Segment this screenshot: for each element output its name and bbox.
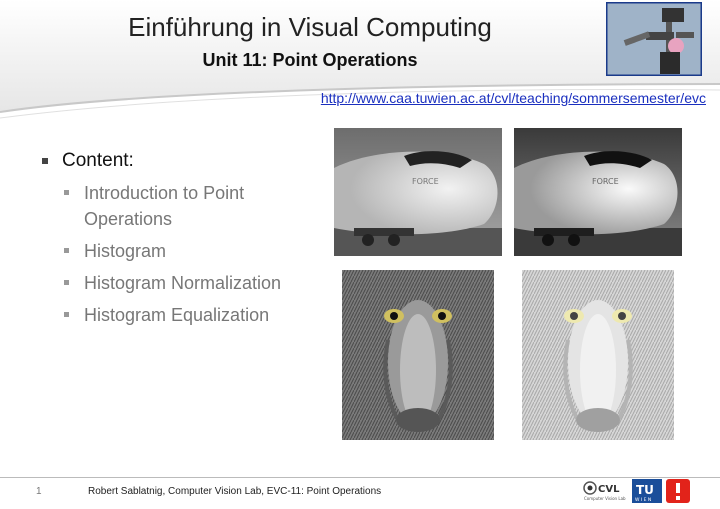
baboon-photo-processed: [522, 270, 674, 440]
tu-wien-logo: [632, 479, 692, 503]
course-link[interactable]: http://www.caa.tuwien.ac.at/cvl/teaching/sommersemester/evc: [320, 90, 706, 106]
list-item: [40, 238, 330, 264]
bullet-icon: [64, 248, 69, 253]
bullet-icon: [64, 312, 69, 317]
slide-title: Einführung in Visual Computing: [128, 12, 492, 42]
content-heading: [40, 148, 330, 174]
svg-text:Computer Vision Lab: Computer Vision Lab: [584, 496, 626, 501]
svg-text:CVL: CVL: [598, 484, 620, 495]
content-heading-text: Content:: [62, 150, 134, 171]
bullet-icon: [64, 190, 69, 195]
slide-subtitle: Unit 11: Point Operations: [202, 50, 418, 70]
bullet-icon: [42, 158, 48, 164]
cvl-logo: [582, 478, 628, 502]
list-item: [40, 302, 330, 328]
footer-text: Robert Sablatnig, Computer Vision Lab, EVC-11: Point Operations: [88, 486, 382, 497]
svg-text:W I E N: W I E N: [635, 498, 652, 503]
list-item: [40, 180, 330, 232]
list-item: [40, 270, 330, 296]
airplane-photo-processed: [514, 128, 682, 256]
list-item-text: Introduction to Point Operations: [84, 183, 245, 229]
svg-text:FORCE: FORCE: [412, 177, 439, 186]
bullet-icon: [64, 280, 69, 285]
airplane-photo: [334, 128, 502, 256]
list-item-text: Histogram Equalization: [84, 305, 270, 325]
page-number: 1: [36, 486, 42, 497]
list-item-text: Histogram: [84, 241, 167, 261]
baboon-photo: [342, 270, 494, 440]
list-item-text: Histogram Normalization: [84, 273, 282, 293]
content-list: [40, 148, 330, 334]
robot-photo: [606, 2, 702, 76]
svg-text:FORCE: FORCE: [592, 177, 619, 186]
svg-text:TU: TU: [636, 483, 654, 497]
